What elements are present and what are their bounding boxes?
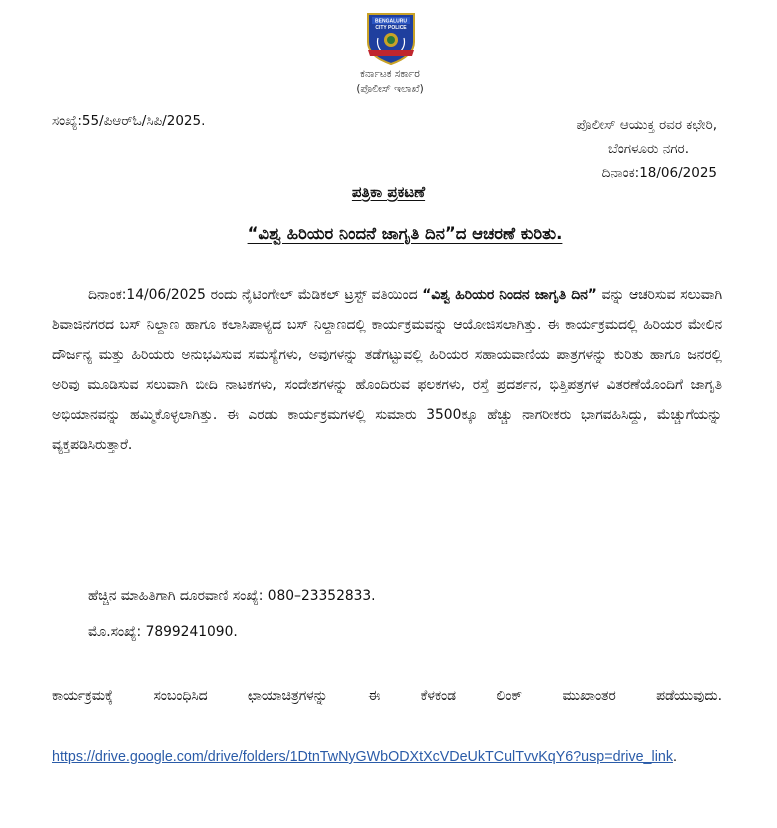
press-release-label: ಪತ್ರಿಕಾ ಪ್ರಕಟಣೆ: [351, 183, 426, 201]
reference-number: ಸಂಖ್ಯೆ:55/ಪಿಆರ್‌ಓ/ಸಿಪಿ/2025.: [52, 113, 206, 129]
press-release-heading: [0, 183, 777, 201]
issue-date: ದಿನಾಂಕ:18/06/2025: [601, 165, 717, 181]
bengaluru-city-police-logo: [362, 8, 420, 68]
drive-link[interactable]: https://drive.google.com/drive/folders/1DtnTwNyGWbODXtXcVDeUkTCulTvvKqY6?usp=drive_link: [52, 749, 673, 765]
department-name: (ಪೊಲೀಸ್ ಇಲಾಖೆ): [356, 83, 424, 95]
body-text-part2: ವನ್ನು ಆಚರಿಸುವ ಸಲುವಾಗಿ ಶಿವಾಜಿನಗರದ ಬಸ್ ನಿಲ್ದಾಣ ಹಾಗೂ ಕಲಾಸಿಪಾಳ್ಯದ ಬಸ್ ನಿಲ್ದಾಣದಲ್ಲಿ ಕಾರ್ಯಕ್ರಮವನ್ನು ಆಯೋಜಿಸಲಾಗಿತ್ತು. ಈ ಕಾರ್ಯಕ್ರಮದಲ್ಲಿ ಹಿರಿಯರ ಮೇಲಿನ ದೌರ್ಜನ್ಯ ಮತ್ತು ಹಿರಿಯರು ಅನುಭವಿಸುವ ಸಮಸ್ಯೆಗಳು, ಅವುಗಳನ್ನು ತಡೆಗಟ್ಟುವಲ್ಲಿ ಹಿರಿಯರ ಸಹಾಯವಾಣಿಯ ಪಾತ್ರಗಳನ್ನು ಕುರಿತು ಹಾಗೂ ಜನರಲ್ಲಿ ಅರಿವು ಮೂಡಿಸುವ ಸಲುವಾಗಿ ಬೀದಿ ನಾಟಕಗಳು, ಸಂದೇಶಗಳನ್ನು ಹೊಂದಿರುವ ಫಲಕಗಳು, ರಸ್ತೆ ಪ್ರದರ್ಶನ, ಭಿತ್ತಿಪತ್ರಗಳ ವಿತರಣೆಯೊಂದಿಗೆ ಜಾಗೃತಿ ಅಭಿಯಾನವನ್ನು ಹಮ್ಮಿಕೊಳ್ಳಲಾಗಿತ್ತು. ಈ ಎರಡು ಕಾರ್ಯಕ್ರಮಗಳಲ್ಲಿ ಸುಮಾರು 3500ಕ್ಕೂ ಹೆಚ್ಚು ನಾಗರೀಕರು ಭಾಗವಹಿಸಿದ್ದು, ಮೆಚ್ಚುಗೆಯನ್ನು ವ್ಯಕ್ತಪಡಿಸಿರುತ್ತಾರೆ.: [52, 287, 723, 453]
body-paragraph: [52, 280, 722, 460]
svg-text:CITY POLICE: CITY POLICE: [375, 25, 407, 31]
government-name: ಕರ್ನಾಟಕ ಸರ್ಕಾರ: [360, 68, 420, 80]
office-address-block: [576, 113, 717, 185]
phone-contact: ಹೆಚ್ಚಿನ ಮಾಹಿತಿಗಾಗಿ ದೂರವಾಣಿ ಸಂಖ್ಯೆ: 080–23352833.: [88, 588, 376, 604]
subject-heading: [150, 224, 660, 244]
police-badge-icon: [362, 8, 420, 68]
event-name-bold: “ವಿಶ್ವ ಹಿರಿಯರ ನಿಂದನ ಜಾಗೃತಿ ದಿನ”: [422, 287, 597, 303]
office-line: ಪೊಲೀಸ್ ಆಯುಕ್ತ ರವರ ಕಛೇರಿ,: [576, 117, 717, 133]
body-text-part1: ದಿನಾಂಕ:14/06/2025 ರಂದು ನೈಟಿಂಗೇಲ್ ಮೆಡಿಕಲ್ ಟ್ರಸ್ಟ್ ವತಿಯಿಂದ: [88, 287, 423, 303]
svg-text:BENGALURU: BENGALURU: [375, 18, 407, 25]
link-row: [52, 749, 677, 765]
link-trailing-period: .: [672, 749, 677, 765]
city-line: ಬೆಂಗಳೂರು ನಗರ.: [608, 141, 689, 157]
mobile-contact: ಮೊ.ಸಂಖ್ಯೆ: 7899241090.: [88, 624, 238, 640]
photos-note: ಕಾರ್ಯಕ್ರಮಕ್ಕೆ ಸಂಬಂಧಿಸಿದ ಛಾಯಾಚಿತ್ರಗಳನ್ನು ಈ ಕೆಳಕಂಡ ಲಿಂಕ್ ಮುಖಾಂತರ ಪಡೆಯುವುದು.: [52, 688, 722, 704]
subject-text: “ವಿಶ್ವ ಹಿರಿಯರ ನಿಂದನೆ ಜಾಗೃತಿ ದಿನ”ದ ಆಚರಣೆ ಕುರಿತು.: [247, 224, 563, 243]
